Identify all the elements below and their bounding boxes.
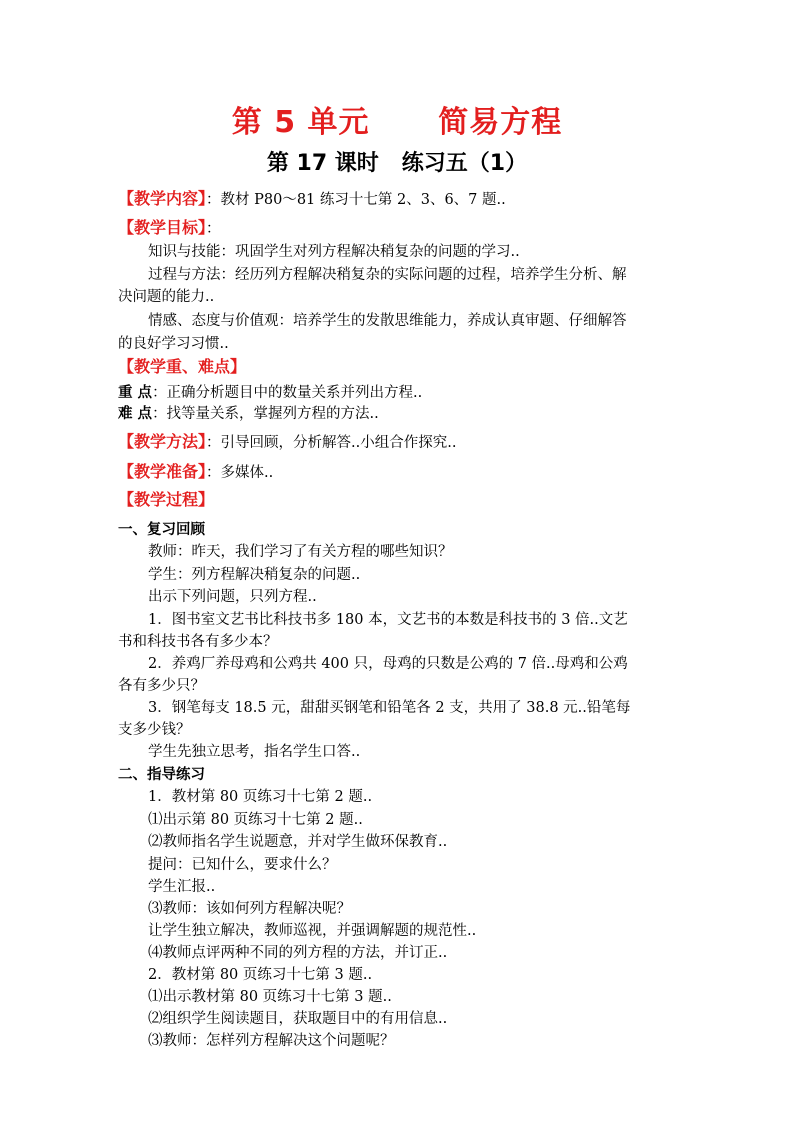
- practice-line: ⑴出示教材第 80 页练习十七第 3 题..: [148, 989, 392, 1005]
- section-heading-practice: 二、指导练习: [118, 767, 205, 783]
- goal-line: 知识与技能：巩固学生对列方程解决稍复杂的问题的学习..: [148, 244, 520, 260]
- difficult-point-row: [118, 404, 379, 424]
- difficult-point-text: ：找等量关系，掌握列方程的方法..: [152, 406, 379, 422]
- key-point-row: [118, 383, 422, 403]
- teaching-method-text: ：引导回顾，分析解答..小组合作探究..: [206, 435, 457, 451]
- teaching-goals-label: 【教学目标】: [118, 218, 207, 237]
- teaching-goals-colon: ：: [206, 221, 221, 237]
- review-line: 3．钢笔每支 18.5 元，甜甜买钢笔和铅笔各 2 支，共用了 38.8 元..铅笔每: [148, 700, 631, 716]
- teaching-process-row: [118, 490, 214, 511]
- review-line: 2．养鸡厂养母鸡和公鸡共 400 只，母鸡的只数是公鸡的 7 倍..母鸡和公鸡: [148, 656, 628, 672]
- review-line: 书和科技书各有多少本？: [118, 634, 278, 650]
- review-line: 教师：昨天，我们学习了有关方程的哪些知识？: [148, 544, 453, 560]
- teaching-prep-label: 【教学准备】: [118, 462, 207, 481]
- review-line: 学生：列方程解决稍复杂的问题..: [148, 567, 361, 583]
- practice-line: 学生汇报..: [148, 879, 216, 895]
- review-line: 各有多少只？: [118, 678, 205, 694]
- practice-line: ⑵组织学生阅读题目，获取题目中的有用信息..: [148, 1011, 448, 1027]
- lesson-title: 第 17 课时 练习五（1）: [266, 151, 528, 176]
- unit-title: 第 5 单元 简易方程: [231, 105, 563, 140]
- practice-line: ⑵教师指名学生说题意，并对学生做环保教育..: [148, 834, 448, 850]
- practice-line: ⑴出示第 80 页练习十七第 2 题..: [148, 812, 363, 828]
- teaching-content-row: [118, 189, 506, 210]
- review-line: 学生先独立思考，指名学生口答..: [148, 744, 361, 760]
- keypoints-row: [118, 357, 246, 378]
- teaching-method-label: 【教学方法】: [118, 432, 207, 451]
- teaching-process-label: 【教学过程】: [118, 490, 215, 509]
- teaching-method-row: [118, 432, 456, 453]
- practice-line: 让学生独立解决，教师巡视，并强调解题的规范性..: [148, 923, 477, 939]
- review-line: 1．图书室文艺书比科技书多 180 本，文艺书的本数是科技书的 3 倍..文艺: [148, 612, 628, 628]
- teaching-content-text: ：教材 P80～81 练习十七第 2、3、6、7 题..: [206, 192, 506, 208]
- goal-line: 的良好学习习惯..: [118, 336, 229, 352]
- key-point-label: 重 点: [118, 385, 153, 401]
- teaching-content-label: 【教学内容】: [118, 189, 207, 208]
- review-line: 支多少钱？: [118, 722, 191, 738]
- review-line: 出示下列问题，只列方程..: [148, 589, 317, 605]
- goal-line: 过程与方法：经历列方程解决稍复杂的实际问题的过程，培养学生分析、解: [148, 267, 627, 283]
- practice-line: 2．教材第 80 页练习十七第 3 题..: [148, 967, 373, 983]
- practice-line: ⑶教师：该如何列方程解决呢？: [148, 901, 351, 917]
- difficult-point-label: 难 点: [118, 406, 153, 422]
- practice-line: ⑷教师点评两种不同的列方程的方法，并订正..: [148, 945, 448, 961]
- practice-line: 1．教材第 80 页练习十七第 2 题..: [148, 789, 373, 805]
- key-point-text: ：正确分析题目中的数量关系并列出方程..: [152, 385, 423, 401]
- section-heading-review: 一、复习回顾: [118, 522, 205, 538]
- goal-line: 情感、态度与价值观：培养学生的发散思维能力，养成认真审题、仔细解答: [148, 313, 627, 329]
- practice-line: ⑶教师：怎样列方程解决这个问题呢？: [148, 1033, 395, 1049]
- teaching-prep-row: [118, 462, 273, 483]
- practice-line: 提问：已知什么，要求什么？: [148, 857, 337, 873]
- goal-line: 决问题的能力..: [118, 289, 215, 305]
- teaching-prep-text: ：多媒体..: [206, 465, 274, 481]
- teaching-goals-row: [118, 218, 221, 239]
- keypoints-label: 【教学重、难点】: [118, 357, 247, 376]
